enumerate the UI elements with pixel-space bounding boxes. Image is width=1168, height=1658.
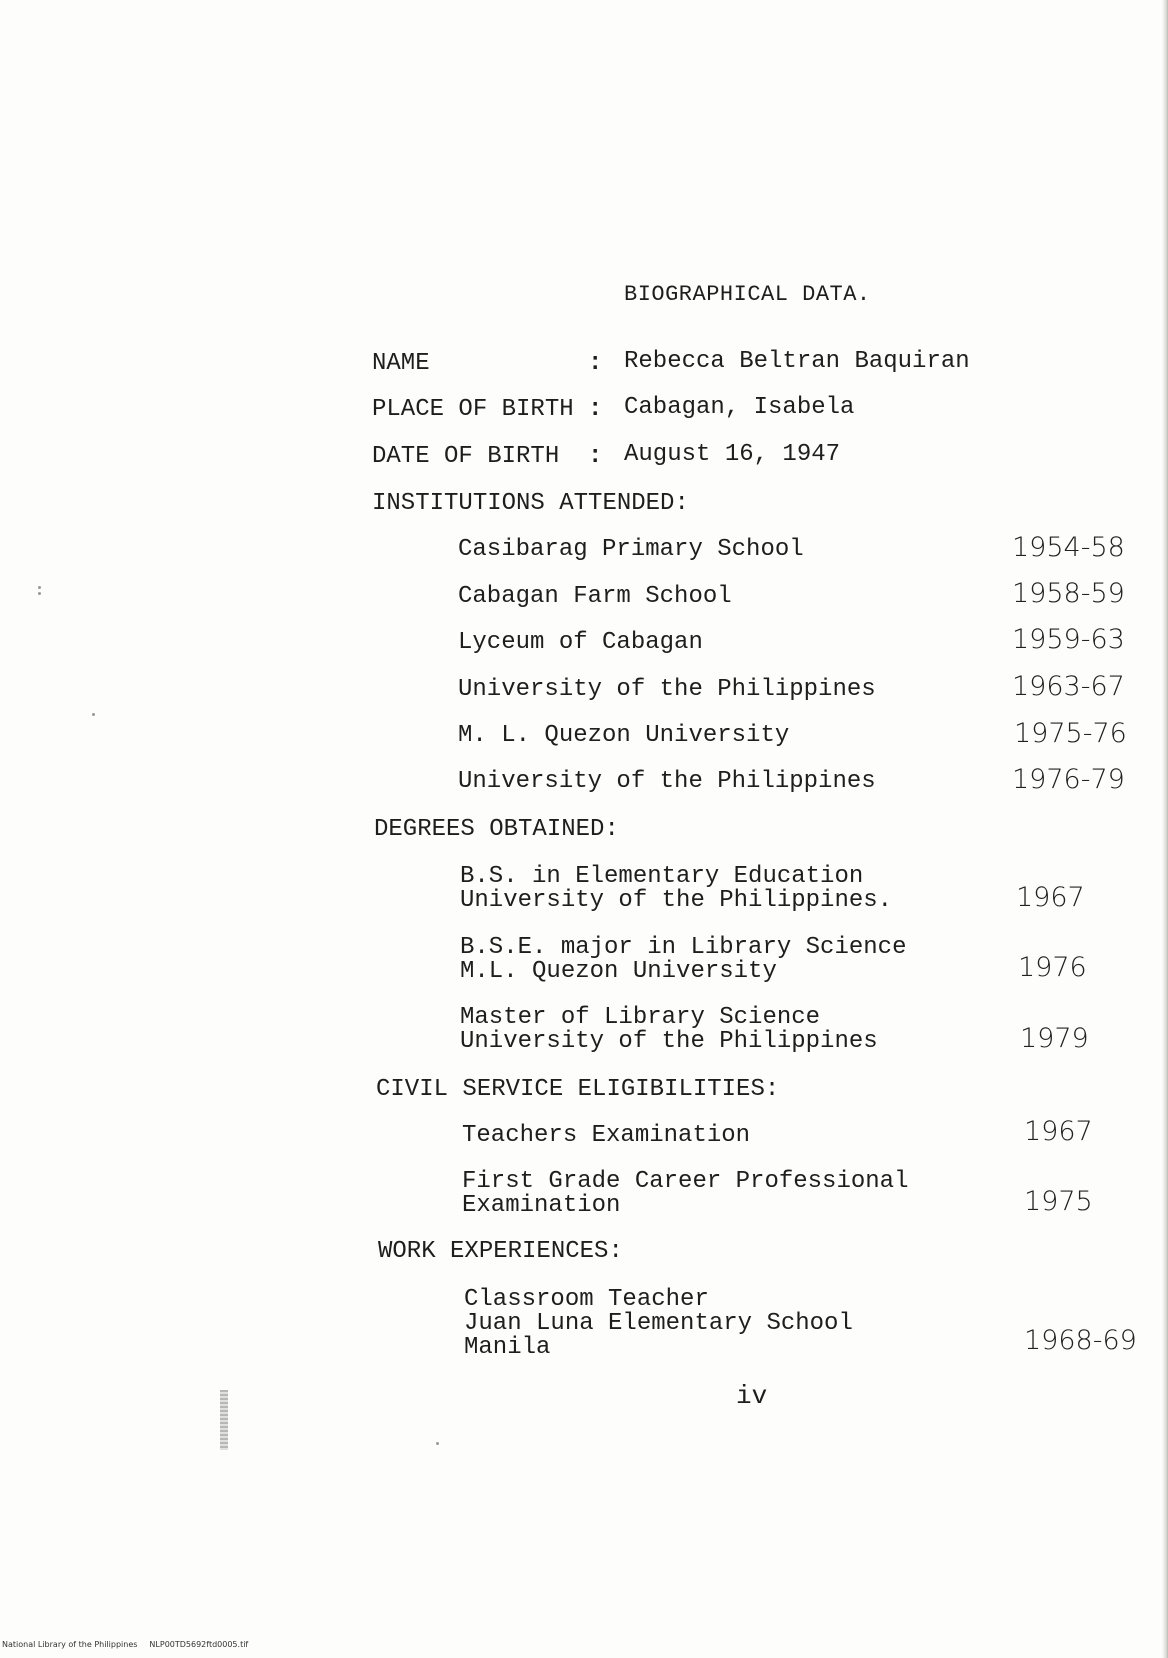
institutions-heading: INSTITUTIONS ATTENDED: [372, 490, 689, 517]
institution-years: 1975-76 [1014, 718, 1127, 749]
scan-speck [436, 1442, 439, 1445]
degree-school: M.L. Quezon University [460, 958, 777, 985]
birthdate-value: August 16, 1947 [624, 441, 841, 468]
institution-years: 1958-59 [1012, 578, 1125, 609]
birthdate-label: DATE OF BIRTH [372, 443, 560, 470]
scan-footer [2, 1640, 260, 1650]
degree-title: B.S.E. major in Library Science [460, 934, 907, 961]
degrees-heading: DEGREES OBTAINED: [374, 816, 619, 843]
institution-name: Cabagan Farm School [458, 583, 732, 610]
eligibility-title: First Grade Career Professional [462, 1168, 909, 1195]
work-employer: Juan Luna Elementary School [464, 1310, 853, 1337]
institution-years: 1963-67 [1012, 671, 1125, 702]
degree-title: Master of Library Science [460, 1004, 821, 1031]
work-position: Classroom Teacher [464, 1286, 709, 1313]
eligibility-year: 1975 [1024, 1186, 1093, 1217]
institution-years: 1959-63 [1012, 624, 1125, 655]
degree-year: 1976 [1018, 952, 1087, 983]
eligibility-title-cont: Examination [462, 1192, 621, 1219]
scan-artifact [220, 1390, 228, 1450]
institution-name: M. L. Quezon University [458, 722, 790, 749]
institution-years: 1976-79 [1012, 764, 1125, 795]
institution-name: Casibarag Primary School [458, 536, 804, 563]
work-heading: WORK EXPERIENCES: [378, 1238, 623, 1265]
civil-service-heading: CIVIL SERVICE ELIGIBILITIES: [376, 1076, 780, 1103]
footer-library: National Library of the Philippines [2, 1640, 138, 1649]
page-title: BIOGRAPHICAL DATA. [624, 282, 871, 307]
degree-school: University of the Philippines [460, 1028, 878, 1055]
degree-school: University of the Philippines. [460, 887, 893, 914]
degree-title: B.S. in Elementary Education [460, 863, 864, 890]
birthplace-value: Cabagan, Isabela [624, 394, 855, 421]
name-label: NAME [372, 350, 430, 377]
scan-speck [38, 586, 41, 589]
birthdate-colon: : [588, 443, 603, 470]
page-number: iv [736, 1381, 768, 1411]
scan-speck [92, 713, 95, 716]
scan-edge [1162, 0, 1168, 1658]
institution-years: 1954-58 [1012, 532, 1125, 563]
birthplace-colon: : [588, 396, 603, 423]
eligibility-year: 1967 [1024, 1116, 1093, 1147]
institution-name: University of the Philippines [458, 676, 876, 703]
footer-file: NLP00TD5692ftd0005.tif [149, 1640, 249, 1649]
work-years: 1968-69 [1024, 1325, 1137, 1356]
institution-name: Lyceum of Cabagan [458, 629, 703, 656]
name-value: Rebecca Beltran Baquiran [624, 348, 970, 375]
institution-name: University of the Philippines [458, 768, 876, 795]
birthplace-label: PLACE OF BIRTH [372, 396, 574, 423]
scan-speck [38, 592, 41, 595]
degree-year: 1979 [1020, 1023, 1089, 1054]
eligibility-title: Teachers Examination [462, 1122, 751, 1149]
degree-year: 1967 [1016, 882, 1085, 913]
name-colon: : [588, 350, 603, 377]
work-location: Manila [464, 1334, 551, 1361]
